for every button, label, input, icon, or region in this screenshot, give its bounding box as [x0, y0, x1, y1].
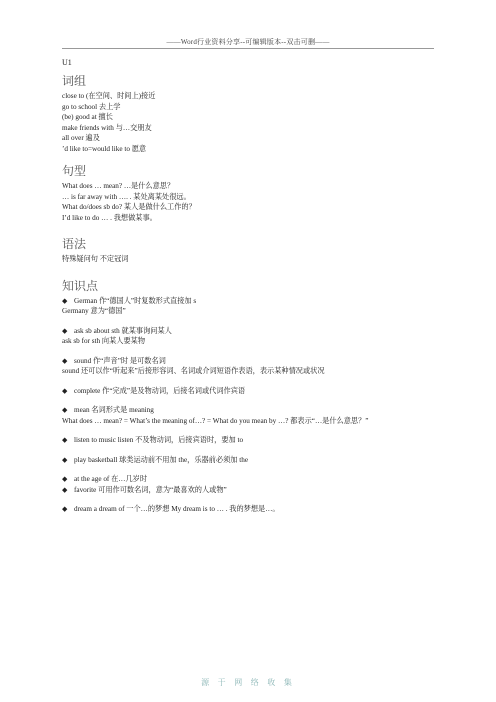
document-body [62, 57, 434, 515]
section-title-knowledge: 知识点 [62, 278, 99, 293]
diamond-bullet-icon: ◆ [62, 475, 68, 483]
knowledge-item: ◆ complete 作“完成”是及物动词，后接名词或代词作宾语 [62, 386, 246, 395]
sentence-line: … is far away with …. . 某处离某处很远。 [62, 192, 191, 201]
knowledge-item: ◆ ask sb about sth 就某事询问某人 [62, 326, 172, 335]
knowledge-item: ◆ German 作“德国人”时复数形式直接加 s [62, 296, 197, 305]
sentence-line: I’d like to do … . 我想做某事。 [62, 213, 157, 222]
section-title-grammar: 语法 [62, 237, 87, 251]
header-rule [62, 48, 434, 49]
knowledge-subline: Germany 意为“德国” [62, 307, 126, 315]
diamond-bullet-icon: ◆ [62, 436, 68, 444]
knowledge-subline: What does … mean? = What’s the meaning of…? = What do you mean by …? 都表示“…是什么意思？” [62, 416, 369, 425]
diamond-bullet-icon: ◆ [62, 386, 68, 395]
phrase-line: all over 遍及 [62, 134, 100, 142]
page-header: ——Word行业资料分享--可编辑版本--双击可删—— [166, 38, 330, 46]
knowledge-item: ◆ sound 作“声音”时 是可数名词 [62, 356, 166, 365]
sentence-line: What do/does sb do? 某人是做什么工作的？ [62, 203, 196, 211]
sentence-line: What does … mean? …是什么意思？ [62, 182, 175, 190]
section-title-sentences: 句型 [62, 164, 87, 178]
grammar-line: 特殊疑问句 不定冠词 [62, 255, 129, 263]
knowledge-item: ◆ mean 名词形式是 meaning [62, 406, 154, 414]
knowledge-subline: sound 还可以作“听起来”后接形容词、名词或介词短语作表语，表示某种情况或状况 [62, 367, 325, 375]
unit-label: U1 [62, 58, 72, 67]
phrase-line: close to (在空间、时间上)接近 [62, 92, 156, 100]
knowledge-item: ◆ listen to music listen 不及物动词，后接宾语时，要加 to [62, 436, 244, 444]
phrase-line: (be) good at 擅长 [62, 113, 113, 121]
diamond-bullet-icon: ◆ [62, 356, 68, 365]
knowledge-item: ◆ favorite 可用作可数名词，意为“最喜欢的人或物” [62, 485, 227, 494]
knowledge-item: ◆ play basketball 球类运动前不用加 the，乐器前必须加 the [62, 455, 249, 464]
knowledge-item: ◆ at the age of 在…几岁时 [62, 475, 148, 483]
section-title-phrases: 词组 [62, 74, 87, 88]
phrase-line: make friends with 与…交朋友 [62, 123, 152, 132]
phrase-line: go to school 去上学 [62, 102, 121, 111]
diamond-bullet-icon: ◆ [62, 406, 68, 414]
phrase-line: ’d like to=would like to 愿意 [62, 144, 147, 153]
diamond-bullet-icon: ◆ [62, 326, 68, 335]
page-footer: 源 于 网 络 收 集 [201, 678, 295, 687]
knowledge-subline: ask sb for sth 向某人要某物 [62, 337, 146, 345]
diamond-bullet-icon: ◆ [62, 296, 68, 305]
knowledge-item: ◆ dream a dream of 一个…的梦想 My dream is to … . 我的梦想是…。 [62, 505, 280, 513]
diamond-bullet-icon: ◆ [62, 505, 68, 513]
diamond-bullet-icon: ◆ [62, 485, 68, 494]
diamond-bullet-icon: ◆ [62, 455, 68, 464]
